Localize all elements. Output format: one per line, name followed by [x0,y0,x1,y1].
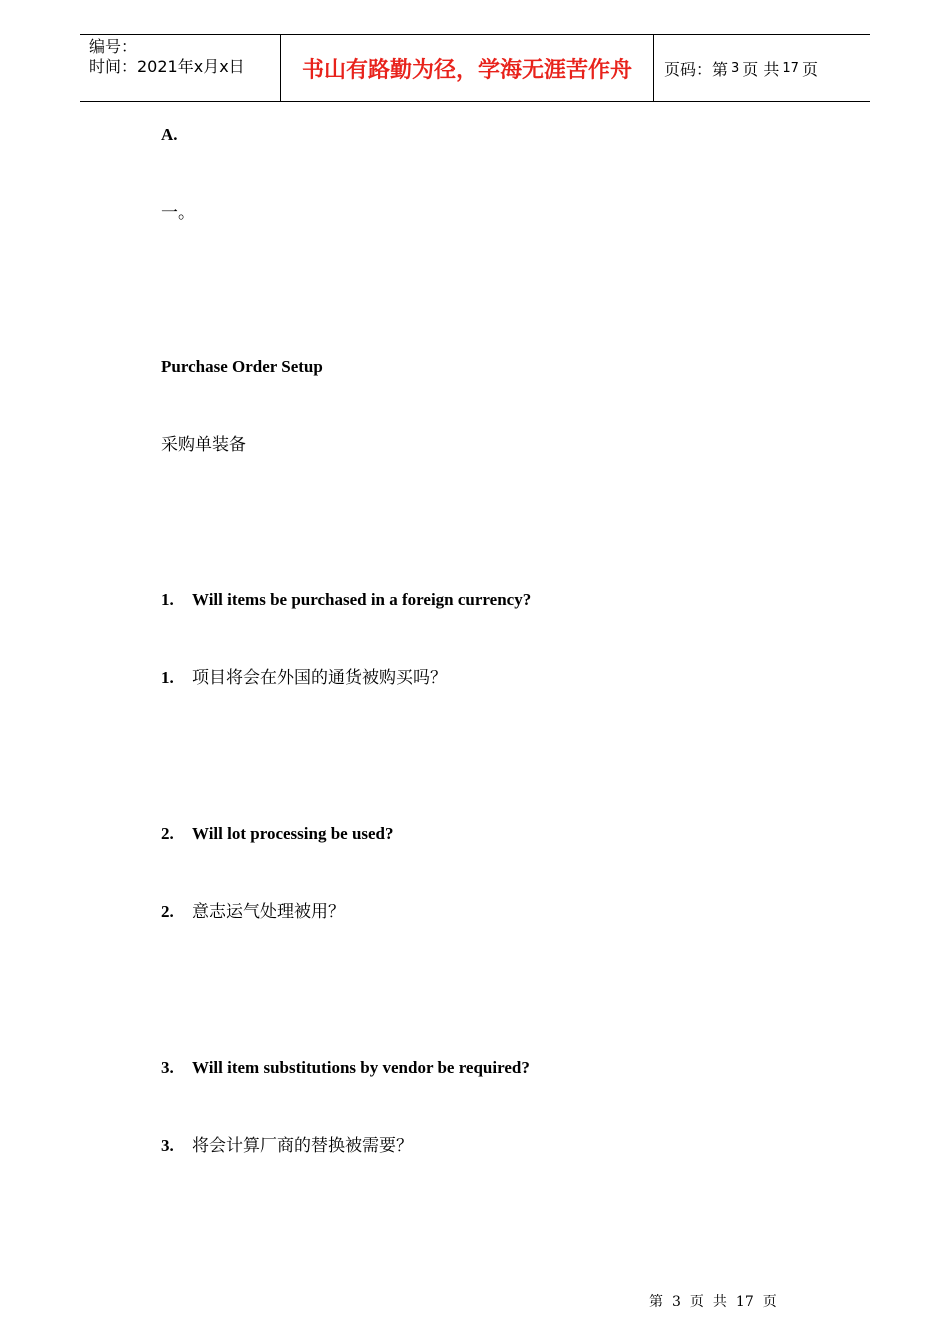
footer-di: 第 [649,1294,663,1310]
question-number: 1. [161,668,174,687]
question-number: 1. [161,590,174,609]
page-suffix: 页 [801,59,818,79]
section-title-en: Purchase Order Setup [161,357,323,376]
item-a: A. [161,125,178,144]
time-label: 时间：2021年x月x日 [89,57,245,76]
section-title-zh: 采购单装备 [161,435,246,455]
header-page-info [654,35,870,101]
page-mid: 页 共 [742,59,780,79]
question-1-zh [161,667,447,689]
question-3-en [161,1057,530,1079]
header-motto [281,35,654,101]
question-2-en [161,823,394,845]
question-text: Will item substitutions by vendor be required? [192,1058,530,1077]
footer-total: 17 [735,1294,754,1310]
page-total: 17 [782,60,799,76]
question-number: 2. [161,824,174,843]
question-text: Will lot processing be used? [192,824,394,843]
footer-gong: 共 [712,1294,727,1310]
footer-ye: 页 [689,1294,704,1310]
serial-label: 编号： [89,37,138,56]
footer-ye2: 页 [762,1294,777,1310]
question-1-en [161,589,531,611]
question-text: 项目将会在外国的通货被购买吗？ [192,668,447,688]
footer-page: 3 [672,1294,681,1310]
page-number: 3 [731,60,740,76]
question-3-zh [161,1135,413,1157]
page-prefix: 页码：第 [664,59,729,79]
question-text: 将会计算厂商的替换被需要？ [192,1136,413,1156]
header-meta [80,35,281,101]
question-text: 意志运气处理被用？ [192,902,345,922]
question-2-zh [161,901,345,923]
question-number: 3. [161,1136,174,1155]
question-number: 3. [161,1058,174,1077]
item-one: 一。 [161,203,195,223]
motto-text: 书山有路勤为径，学海无涯苦作舟 [301,57,632,83]
question-text: Will items be purchased in a foreign currency? [192,590,532,609]
page-footer [649,1291,786,1311]
question-number: 2. [161,902,174,921]
page-header [80,34,870,102]
